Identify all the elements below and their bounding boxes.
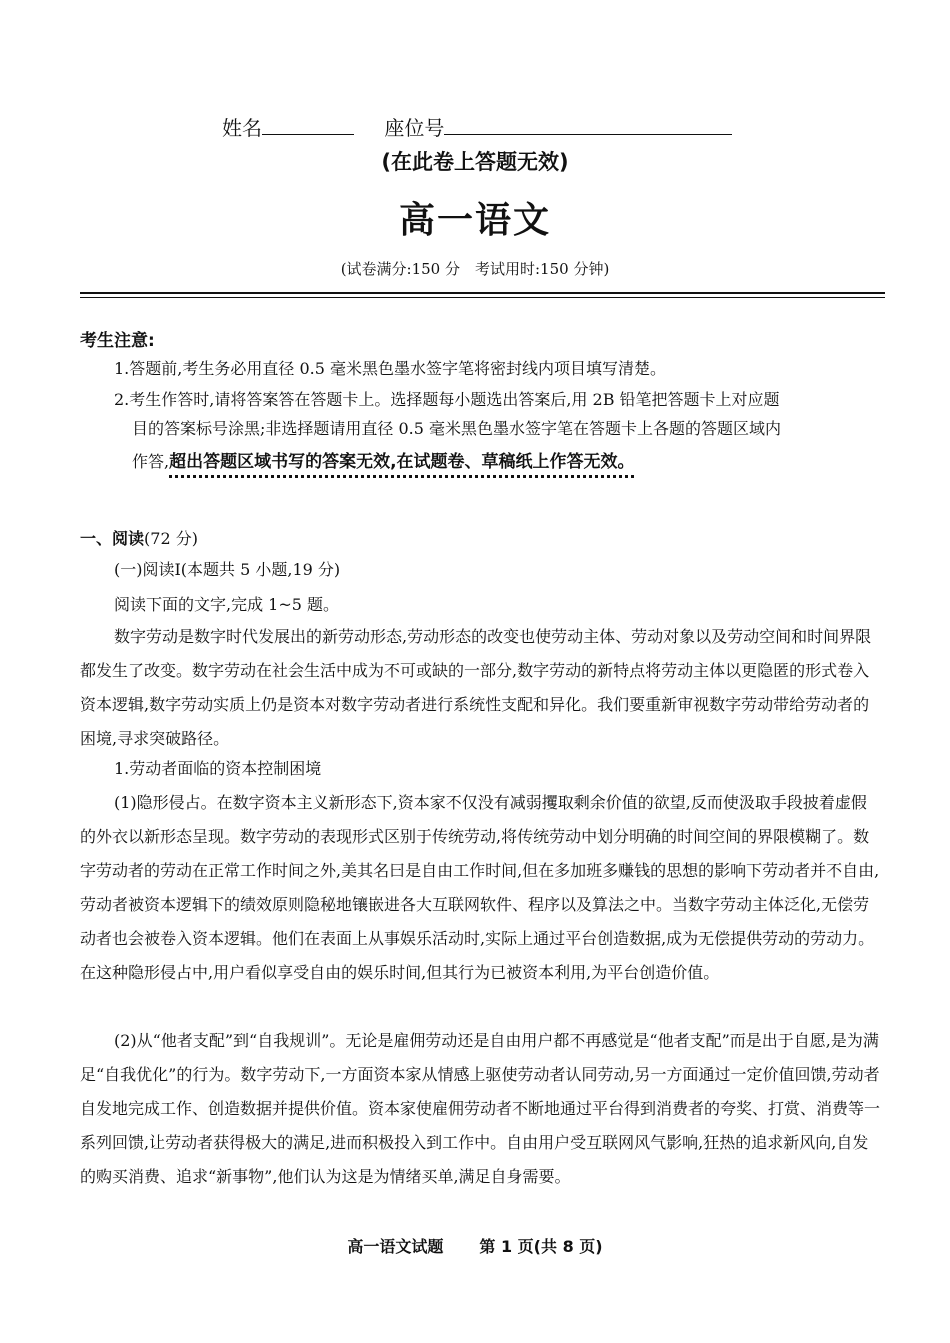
reading-instruction: 阅读下面的文字,完成 1~5 题。 — [114, 595, 340, 614]
passage-paragraph-1 — [80, 620, 880, 756]
passage-paragraph-3 — [80, 1024, 880, 1194]
notice-item-2-line-1: 2.考生作答时,请将答案答在答题卡上。选择题每小题选出答案后,用 2B 铅笔把答题卡上对应题 — [114, 390, 780, 409]
sub-heading: (一)阅读Ⅰ(本题共 5 小题,19 分) — [114, 560, 341, 579]
header-rule-thin — [80, 297, 885, 298]
footer-page-info: 第 1 页(共 8 页) — [479, 1237, 603, 1256]
notice-title: 考生注意: — [80, 331, 155, 351]
passage-paragraph-2 — [80, 786, 880, 990]
notice-item-2 — [114, 388, 884, 479]
notice-item-2-line-3 — [114, 445, 884, 479]
notice-item-2-line-2: 目的答案标号涂黑;非选择题请用直径 0.5 毫米黑色墨水签字笔在答题卡上各题的答题区域内 — [132, 419, 782, 438]
footer-exam-name: 高一语文试题 — [347, 1237, 444, 1256]
invalid-note: (在此卷上答题无效) — [381, 150, 569, 174]
passage-subheading-1: 1.劳动者面临的资本控制困境 — [114, 759, 322, 778]
name-blank — [262, 116, 354, 135]
section-heading — [80, 526, 198, 549]
seat-blank — [444, 116, 732, 135]
passage-paragraph-3-text: (2)从“他者支配”到“自我规训”。无论是雇佣劳动还是自由用户都不再感觉是“他者支配”而是出于自愿,是为满足“自我优化”的行为。数字劳动下,一方面资本家从情感上驱使劳动者认同劳动,另一方面通过一定价值回馈,劳动者自发地完成工作、创造数据并提供价值。资本家使雇佣劳动者不断地通过平台得到消费者的夸奖、打赏、消费等一系列回馈,让劳动者获得极大的满足,进而积极投入到工作中。自由用户受互联网风气影响,狂热的追求新风向,自发的购买消费、追求“新事物”,他们认为这是为情绪买单,满足自身需要。 — [80, 1031, 881, 1186]
notice-item-1: 1.答题前,考生务必用直径 0.5 毫米黑色墨水签字笔将密封线内项目填写清楚。 — [114, 359, 666, 378]
passage-paragraph-1-text: 数字劳动是数字时代发展出的新劳动形态,劳动形态的改变也使劳动主体、劳动对象以及劳动空间和时间界限都发生了改变。数字劳动在社会生活中成为不可或缺的一部分,数字劳动的新特点将劳动主体以更隐匿的形式卷入资本逻辑,数字劳动实质上仍是资本对数字劳动者进行系统性支配和异化。我们要重新审视数字劳动带给劳动者的困境,寻求突破路径。 — [80, 627, 872, 748]
notice-emphasis: 超出答题区域书写的答案无效,在试题卷、草稿纸上作答无效。 — [169, 452, 635, 472]
seat-label: 座位号 — [384, 116, 445, 140]
notice-item-2-prefix: 作答, — [132, 452, 170, 471]
section-heading-score: (72 分) — [144, 529, 198, 548]
name-label: 姓名 — [222, 116, 262, 140]
section-heading-label: 一、阅读 — [80, 529, 145, 548]
passage-paragraph-2-text: (1)隐形侵占。在数字资本主义新形态下,资本家不仅没有减弱攫取剩余价值的欲望,反而使汲取手段披着虚假的外衣以新形态呈现。数字劳动的表现形式区别于传统劳动,将传统劳动中划分明确的时间空间的界限模糊了。数字劳动者的劳动在正常工作时间之外,美其名曰是自由工作时间,但在多加班多赚钱的思想的影响下劳动者并不自由,劳动者被资本逻辑下的绩效原则隐秘地镶嵌进各大互联网软件、程序以及算法之中。当数字劳动主体泛化,无偿劳动者也会被卷入资本逻辑。他们在表面上从事娱乐活动时,实际上通过平台创造数据,成为无偿提供劳动的劳动力。在这种隐形侵占中,用户看似享受自由的娱乐时间,但其行为已被资本利用,为平台创造价值。 — [80, 793, 880, 982]
header-rule-thick — [80, 292, 885, 294]
candidate-id-row — [222, 112, 732, 141]
exam-meta: (试卷满分:150 分 考试用时:150 分钟) — [340, 260, 610, 278]
page-title: 高一语文 — [398, 199, 551, 241]
page-footer — [0, 1234, 950, 1257]
